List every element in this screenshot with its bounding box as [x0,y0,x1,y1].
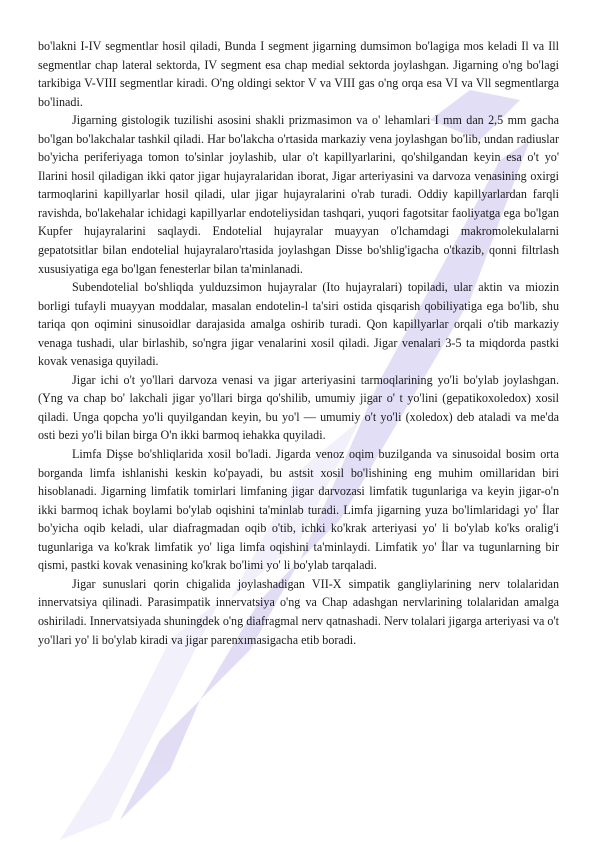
paragraph-innervation: Jigar sunuslari qorin chigalida joylashadigan VII-X simpatik gangliylarining nerv tolalaridan innervatsiya qilinadi. Parasimpatik innervatsiya o'ng va Chap adashgan nervlarining tolalaridan amalga oshiriladi. Innervatsiyada shuningdek o'ng diafragmal nerv qatnashadi. Nerv tolalari jigarga arteriyasi va o't yo'llari yo' li bo'ylab kiradi va jigar parenxımasigacha etib boradi. [38,576,559,647]
paragraph-lymph: Limfa Dişse bo'shliqlarida xosil bo'ladi. Jigarda venoz oqim buzilganda va sinusoidal bosim orta borganda limfa ishlanishi keskin ko'payadi, bu astsit xosil bo'lishining eng muhim omillaridan biri hisoblanadi. Jigarning limfatik tomirlari limfaning jigar darvozasi limfatik tugunlariga va keyin jigar-o'n ikki barmoq ichak boylami bo'ylab oqishini ta'minlab turadi. Limfa jigarning yuza bo'limlaridagi yo' İlar bo'yicha oqib keladi, ular diafragmadan oqib o'tib, ichki ko'krak arteriyasi yo' li bo'ylab ko'ks oralig'i tugunlariga va ko'krak limfatik yo' liga limfa oqishini ta'minlaydi. Limfatik yo' İlar va tugunlarning bir qismi, pastki kovak venasining ko'krak bo'limi yo' li bo'ylab tarqaladi. [38,447,559,573]
paragraph-bile-ducts: Jigar ichi o't yo'llari darvoza venasi va jigar arteriyasini tarmoqlarining yo'li bo'ylab joylashgan. (Yng va chap bo' lakchali jigar yo'llari birga qo'shilib, umumiy jigar o' t yo'lini (gepatikoxoledox) xosil qiladi. Unga qopcha yo'li quyilgandan keyin, bu yo'l — umumiy o't yo'li (xoledox) deb ataladi va me'da osti bezi yo'li bilan birga O'n ikki barmoq iehakka quyiladi. [38,372,559,443]
paragraph-histology: Jigarning gistologik tuzilishi asosini shakli prizmasimon va o' lehamlari I mm dan 2,5 mm gacha bo'lgan bo'lakchalar tashkil qiladi. Har bo'lakcha o'rtasida markaziy vena joylashgan bo'lib, undan radiuslar bo'yicha periferiyaga tomon to'sinlar joylashib, ular o't kapillyarlarini, qo'shilgandan keyin esa o't yo' Ilarini hosil qiladigan ikki qator jigar hujayralaridan iborat, Jigar arteriyasini va darvoza venasining oxirgi tarmoqlarini kapillyarlar hosil qiladi, ular jigar hujayralarini o'rab turadi. Oddiy kapillyarlardan farqli ravishda, bo'lakehalar ichidagi kapillyarlar endoteliysidan tashqari, yuqori fagotsitar faoliyatga ega bo'lgan Kupfer hujayralarini saqlaydi. Endotelial hujayralar muayyan o'lchamdagi makromolekulalarni gepatotsitlar bilan endotelial hujayralaro'rtasida joylashgan Disse bo'shlig'igacha o'tkazib, qonni filtrlash xususiyatiga ega bo'lgan fenesterlar bilan ta'minlanadi. [38,113,559,276]
document-page [38,37,559,649]
paragraph-segments: bo'lakni I-IV segmentlar hosil qiladi, Bunda I segment jigarning dumsimon bo'lagiga mos keladi Il va Ill segmentlar chap lateral sektorda, IV segment esa chap medial sektorda joylashgan. Jigarning o'ng bo'lagi tarkibiga V-VIII segmentlar kiradi. O'ng oldingi sektor V va VIII gas o'ng orqa esa VI va Vll segmentlarga bo'linadi. [38,39,559,109]
paragraph-subendothelial: Subendotelial bo'shliqda yulduzsimon hujayralar (Ito hujayralari) topiladi, ular aktin va miozin borligi tufayli muayyan moddalar, masalan endotelin-l ta'siri ostida qisqarish qobiliyatiga ega bo'lib, shu tariqa qon oqimini sinusoidlar darajasida amalga oshirib turadi. Qon kapillyarlar orqali o'tib markaziy venaga tushadi, ular birlashib, so'ngra jigar venalarini xosil qiladi. Jigar venalari 3-5 ta miqdorda pastki kovak venasiga quyiladi. [38,280,559,369]
